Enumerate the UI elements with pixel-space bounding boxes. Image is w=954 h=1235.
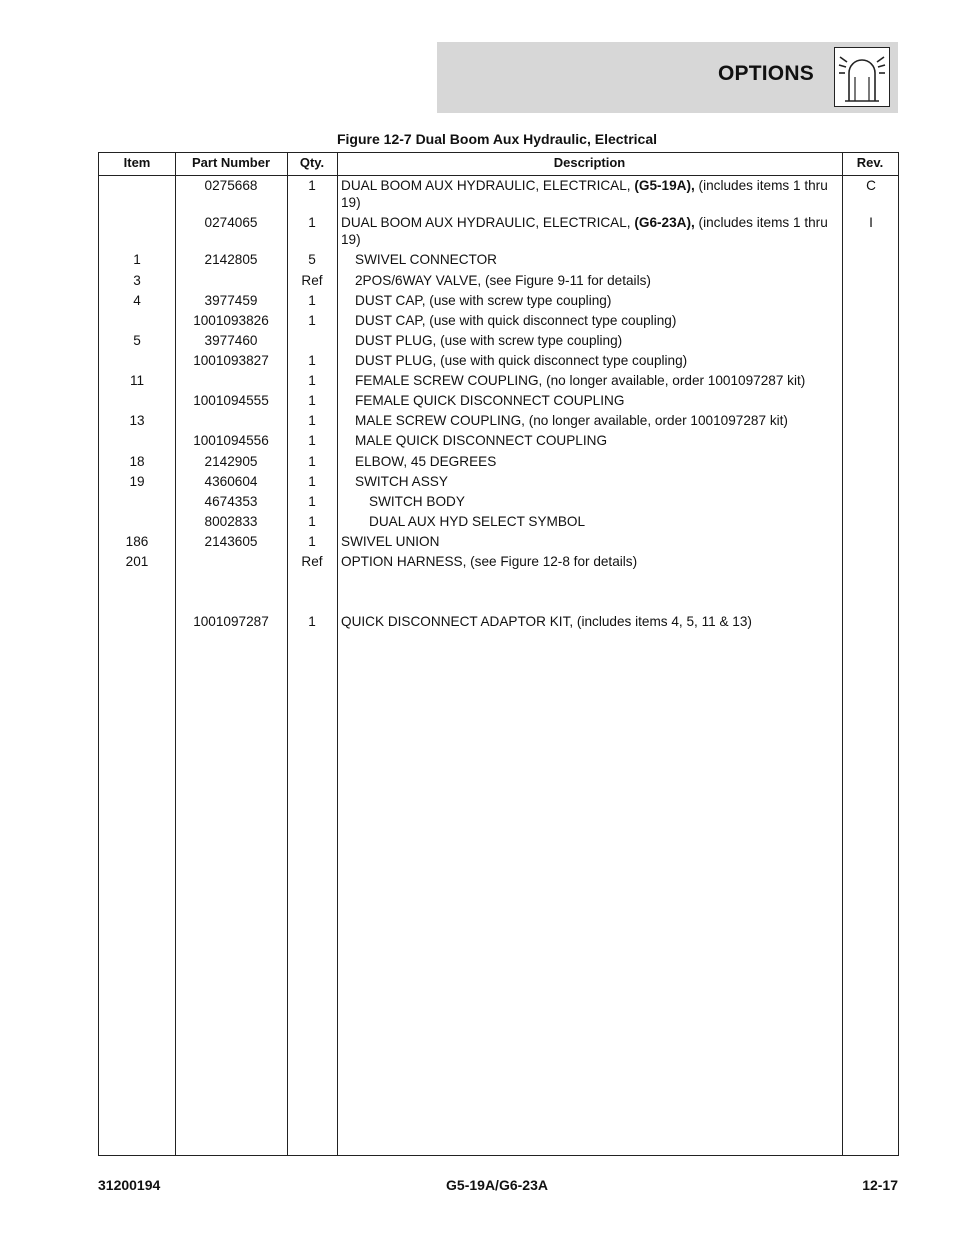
parts-table [98,152,899,1156]
footer-model: G5-19A/G6-23A [446,1177,548,1193]
column-header-item: Item [123,155,151,170]
description-cell: DUST CAP, (use with screw type coupling) [355,293,612,308]
part-number-cell: 1001094556 [193,433,269,448]
part-number-cell: 0275668 [204,178,258,193]
description-cell: QUICK DISCONNECT ADAPTOR KIT, (includes items 4, 5, 11 & 13) [341,614,752,629]
description-cell: SWITCH ASSY [355,474,448,489]
rev-cell: C [866,178,876,193]
part-number-cell: 2142905 [204,454,258,469]
description-cell: DUAL AUX HYD SELECT SYMBOL [369,514,586,529]
description-cell: 2POS/6WAY VALVE, (see Figure 9-11 for details) [355,273,651,288]
qty-cell: 1 [308,474,316,489]
item-cell: 11 [129,373,145,388]
column-header-rev: Rev. [856,155,884,170]
qty-cell: 1 [308,454,316,469]
description-cell: DUAL BOOM AUX HYDRAULIC, ELECTRICAL, (G6-23A), (includes items 1 thru 19) [341,215,828,247]
description-cell: DUST CAP, (use with quick disconnect type coupling) [355,313,677,328]
part-number-cell: 1001093827 [193,353,269,368]
part-number-cell: 2142805 [204,252,258,267]
description-cell: FEMALE QUICK DISCONNECT COUPLING [355,393,625,408]
item-cell: 186 [125,534,149,549]
part-number-cell: 1001093826 [193,313,269,328]
part-number-cell: 8002833 [204,514,258,529]
item-cell: 13 [129,413,145,428]
description-cell: SWIVEL CONNECTOR [355,252,497,267]
footer-page-number: 12-17 [862,1177,898,1193]
description-cell: DUST PLUG, (use with screw type coupling) [355,333,623,348]
beacon-light-icon [834,47,890,107]
part-number-cell: 0274065 [204,215,258,230]
qty-cell: 1 [308,413,316,428]
figure-title: Figure 12-7 Dual Boom Aux Hydraulic, Electrical [336,131,658,147]
qty-cell: 1 [308,373,316,388]
section-header-band [437,42,898,113]
qty-cell: 1 [308,494,316,509]
description-cell: MALE QUICK DISCONNECT COUPLING [355,433,608,448]
qty-cell: 1 [308,514,316,529]
qty-cell: 1 [308,534,316,549]
description-cell: FEMALE SCREW COUPLING, (no longer available, order 1001097287 kit) [355,373,806,388]
qty-cell: 1 [308,393,316,408]
column-header-qty: Qty. [299,155,325,170]
item-cell: 3 [133,273,141,288]
description-cell: DUST PLUG, (use with quick disconnect type coupling) [355,353,688,368]
part-number-cell: 2143605 [204,534,258,549]
item-cell: 19 [129,474,145,489]
part-number-cell: 3977459 [204,293,258,308]
description-cell: OPTION HARNESS, (see Figure 12-8 for details) [341,554,638,569]
rev-cell: I [869,215,873,230]
qty-cell: Ref [301,273,323,288]
part-number-cell: 1001097287 [193,614,269,629]
qty-cell: 1 [308,433,316,448]
part-number-cell: 1001094555 [193,393,269,408]
qty-cell: 1 [308,353,316,368]
part-number-cell: 4674353 [204,494,258,509]
qty-cell: 5 [308,252,316,267]
item-cell: 5 [133,333,141,348]
part-number-cell: 4360604 [204,474,258,489]
item-cell: 201 [125,554,149,569]
description-cell: SWITCH BODY [369,494,465,509]
item-cell: 4 [133,293,141,308]
qty-cell: 1 [308,614,316,629]
qty-cell: 1 [308,313,316,328]
qty-cell: 1 [308,178,316,193]
description-cell: MALE SCREW COUPLING, (no longer available, order 1001097287 kit) [355,413,788,428]
description-cell: SWIVEL UNION [341,534,440,549]
column-header-part-number: Part Number [191,155,271,170]
footer-doc-number: 31200194 [98,1177,161,1193]
item-cell: 18 [129,454,145,469]
description-cell: DUAL BOOM AUX HYDRAULIC, ELECTRICAL, (G5-19A), (includes items 1 thru 19) [341,178,828,210]
qty-cell: 1 [308,293,316,308]
item-cell: 1 [133,252,141,267]
part-number-cell: 3977460 [204,333,258,348]
column-header-description: Description [553,155,626,170]
qty-cell: Ref [301,554,323,569]
description-cell: ELBOW, 45 DEGREES [355,454,497,469]
section-title: OPTIONS [718,62,814,85]
qty-cell: 1 [308,215,316,230]
